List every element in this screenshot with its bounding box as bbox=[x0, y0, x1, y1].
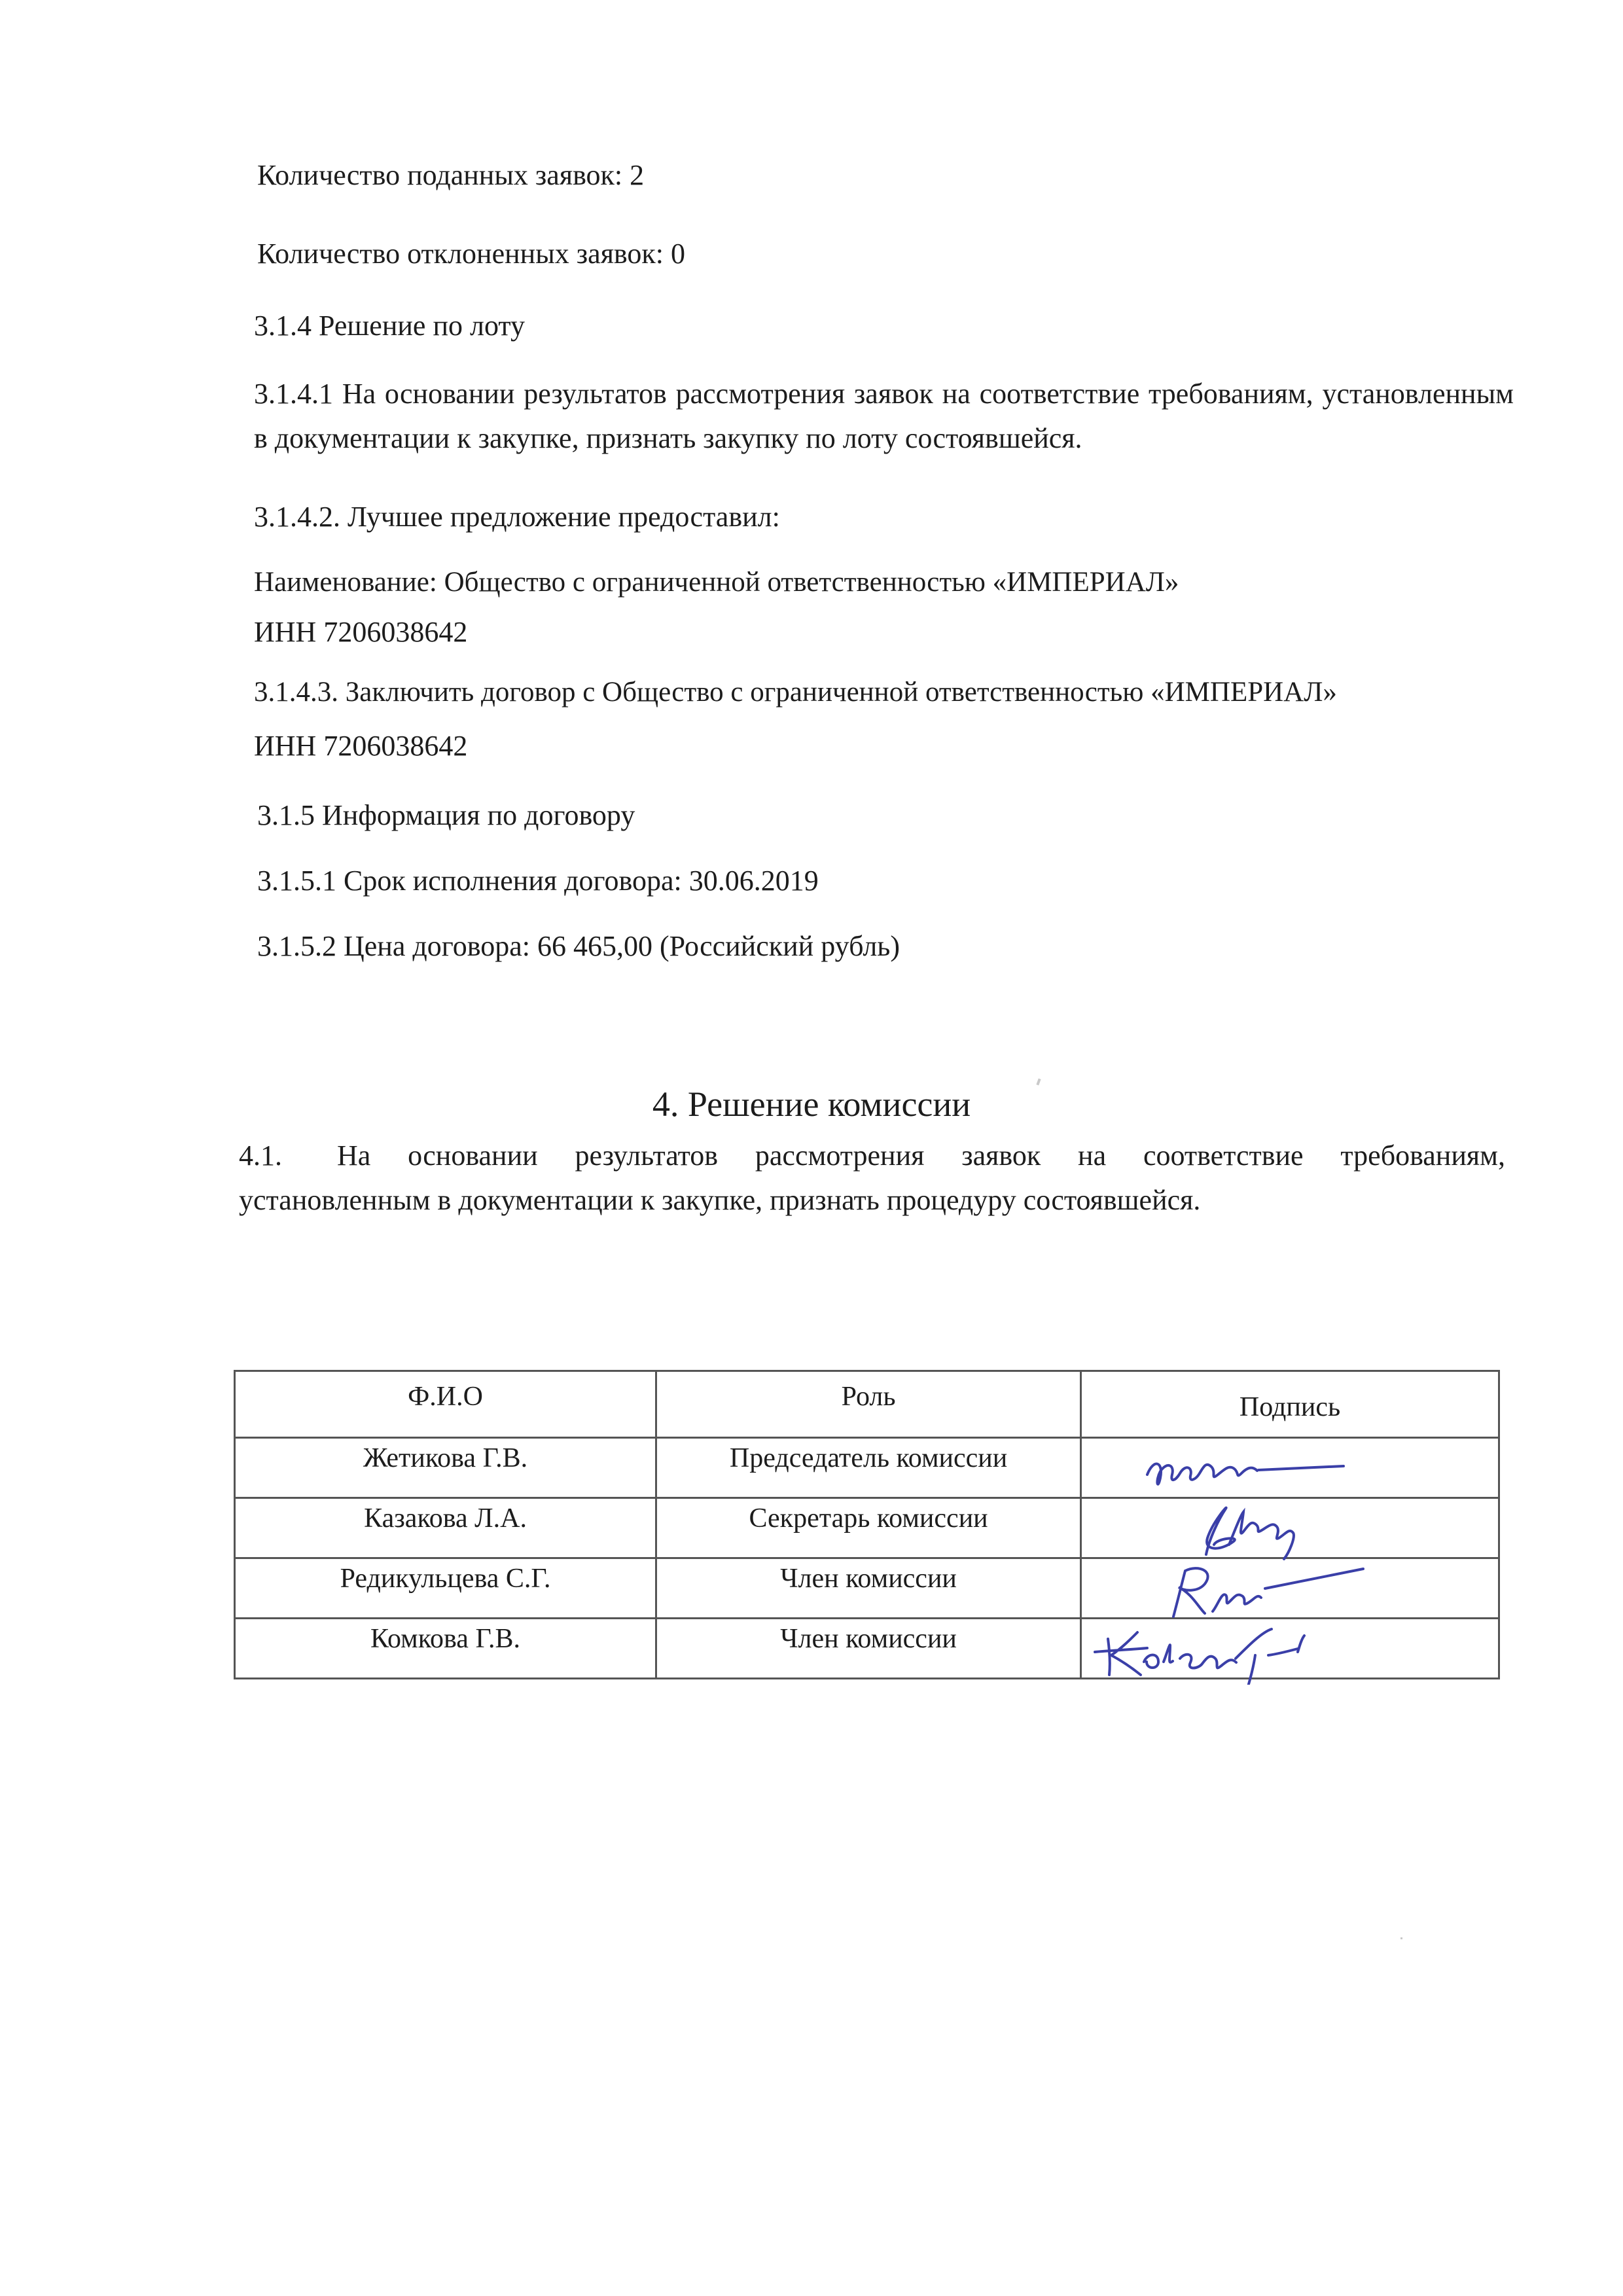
table-header-row bbox=[235, 1371, 1499, 1438]
handwritten-signature-2 bbox=[1082, 1499, 1501, 1564]
handwritten-signature-4 bbox=[1082, 1619, 1501, 1685]
paragraph-4-1 bbox=[239, 1134, 1505, 1223]
contract-inn: ИНН 7206038642 bbox=[254, 730, 468, 762]
member-name: Жетикова Г.В. bbox=[235, 1438, 656, 1498]
member-role: Член комиссии bbox=[656, 1619, 1081, 1679]
header-role: Роль bbox=[656, 1371, 1081, 1438]
paragraph-3-1-4-1: 3.1.4.1 На основании результатов рассмотрения заявок на соответствие требованиям, установленным в документации к закупке, признать закупку по лоту состоявшейся. bbox=[254, 378, 1514, 454]
signature-cell bbox=[1081, 1498, 1499, 1558]
signature-cell bbox=[1081, 1619, 1499, 1679]
handwritten-signature-1 bbox=[1082, 1439, 1501, 1504]
scan-speck bbox=[1400, 1937, 1402, 1939]
paragraph-3-1-4-3: 3.1.4.3. Заключить договор с Общество с ограниченной ответственностью «ИМПЕРИАЛ» bbox=[254, 677, 1337, 708]
contract-info-heading: 3.1.5 Информация по договору bbox=[257, 799, 635, 831]
submitted-count: Количество поданных заявок: 2 bbox=[257, 159, 645, 191]
table-row bbox=[235, 1438, 1499, 1498]
paragraph-4-1-line2: установленным в документации к закупке, признать процедуру состоявшейся. bbox=[239, 1184, 1201, 1216]
contract-price: 3.1.5.2 Цена договора: 66 465,00 (Российский рубль) bbox=[257, 930, 901, 962]
commission-members-table bbox=[234, 1370, 1500, 1679]
member-role: Председатель комиссии bbox=[656, 1438, 1081, 1498]
paragraph-4-1-text1: На основании результатов рассмотрения заявок на соответствие требованиям, bbox=[337, 1139, 1505, 1172]
header-name: Ф.И.О bbox=[235, 1371, 656, 1438]
table-row bbox=[235, 1619, 1499, 1679]
rejected-count: Количество отклоненных заявок: 0 bbox=[257, 238, 686, 270]
member-name: Редикульцева С.Г. bbox=[235, 1558, 656, 1619]
winner-name: Наименование: Общество с ограниченной ответственностью «ИМПЕРИАЛ» bbox=[254, 567, 1179, 598]
member-name: Казакова Л.А. bbox=[235, 1498, 656, 1558]
table-row bbox=[235, 1558, 1499, 1619]
member-role: Член комиссии bbox=[656, 1558, 1081, 1619]
member-role: Секретарь комиссии bbox=[656, 1498, 1081, 1558]
contract-term: 3.1.5.1 Срок исполнения договора: 30.06.2019 bbox=[257, 865, 819, 897]
section-title: 4. Решение комиссии bbox=[652, 1085, 971, 1124]
signature-cell bbox=[1081, 1558, 1499, 1619]
member-name: Комкова Г.В. bbox=[235, 1619, 656, 1679]
table-row bbox=[235, 1498, 1499, 1558]
signature-cell bbox=[1081, 1438, 1499, 1498]
lot-decision-heading: 3.1.4 Решение по лоту bbox=[254, 310, 526, 342]
handwritten-signature-3 bbox=[1082, 1559, 1501, 1624]
winner-inn: ИНН 7206038642 bbox=[254, 616, 468, 648]
header-signature: Подпись bbox=[1081, 1371, 1499, 1438]
paragraph-4-1-line1 bbox=[239, 1134, 1505, 1178]
paragraph-3-1-4-2: 3.1.4.2. Лучшее предложение предоставил: bbox=[254, 501, 780, 533]
paragraph-4-1-number: 4.1. bbox=[239, 1139, 282, 1172]
